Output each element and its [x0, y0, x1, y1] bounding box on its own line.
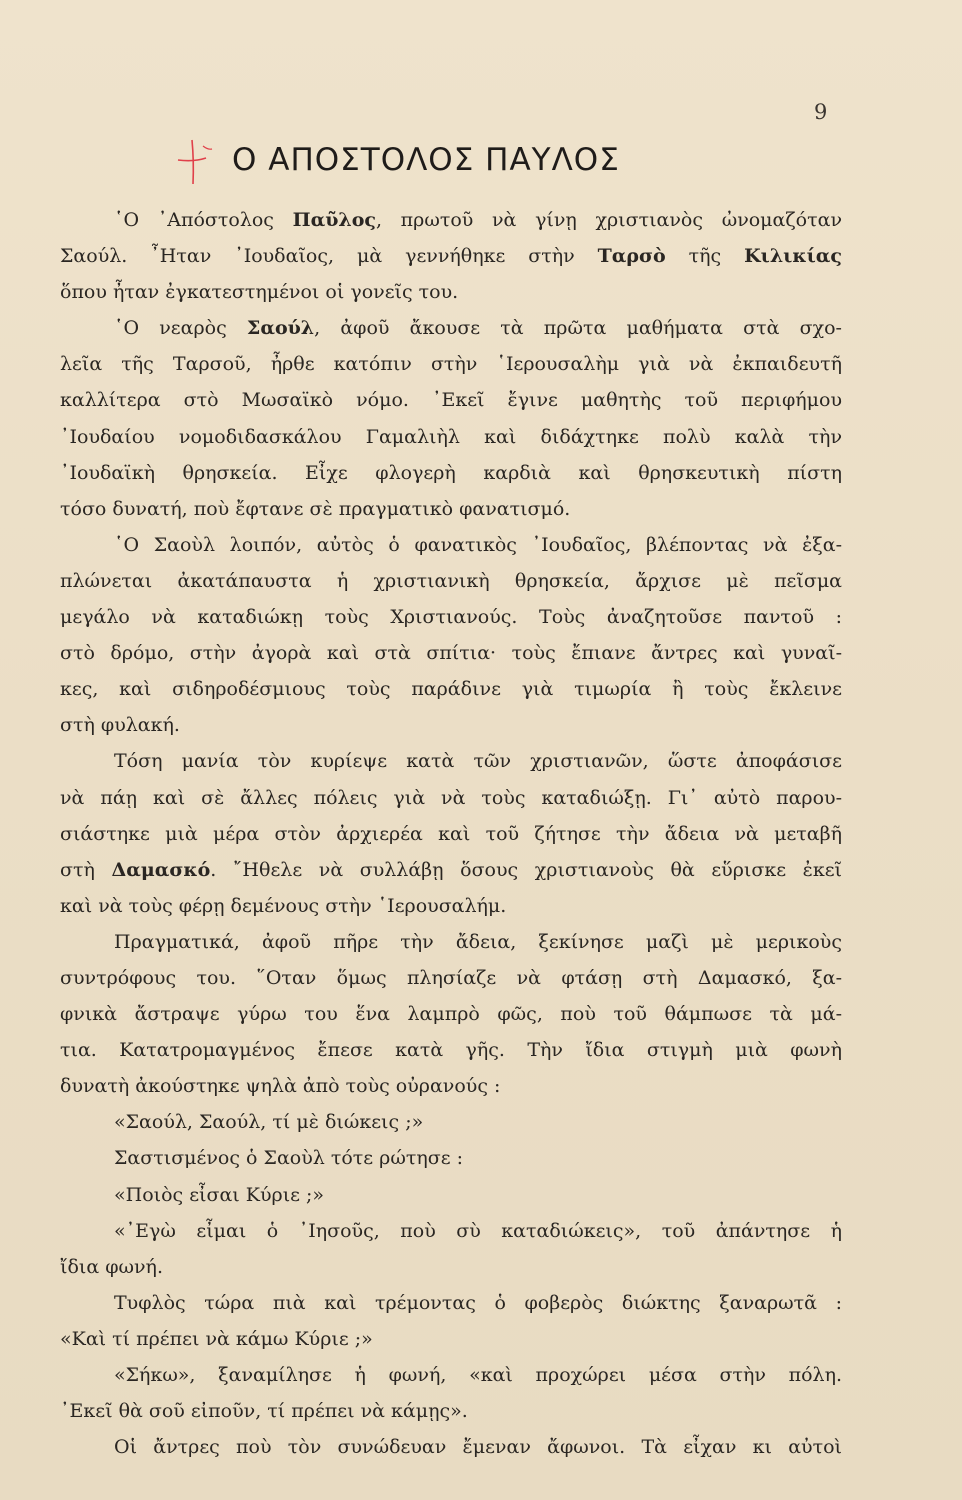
text-run: ᾿Ιουδαίου νομοδιδασκάλου Γαμαλιὴλ καὶ διδάχτηκε πολὺ καλὰ τὴν	[60, 425, 842, 448]
text-line	[60, 1249, 842, 1285]
text-run: ῾Ο ᾿Απόστολος	[114, 209, 293, 231]
text-run: κες, καὶ σιδηροδέσμιους τοὺς παράδινε γιὰ τιμωρία ἢ τοὺς ἔκλεινε	[60, 678, 842, 701]
text-line	[60, 671, 842, 707]
text-line	[60, 1213, 842, 1249]
text-run: Σαστισμένος ὁ Σαοὺλ τότε ρώτησε :	[114, 1147, 463, 1170]
text-run: ὅπου ἦταν ἐγκατεστημένοι οἱ γονεῖς του.	[60, 281, 459, 304]
text-line	[60, 743, 842, 779]
text-line	[60, 960, 842, 996]
text-line	[60, 1177, 842, 1213]
text-line	[60, 996, 842, 1032]
text-run: σιάστηκε μιὰ μέρα στὸν ἀρχιερέα καὶ τοῦ ζήτησε τὴν ἄδεια νὰ μεταβῆ	[60, 822, 842, 845]
text-line	[60, 1032, 842, 1068]
text-line	[60, 888, 842, 924]
text-line	[60, 1285, 842, 1321]
text-line	[60, 419, 842, 455]
text-run: τῆς	[665, 245, 745, 268]
text-line	[60, 491, 842, 527]
text-run: Οἱ ἄντρες ποὺ τὸν συνώδευαν ἔμεναν ἄφωνοι. Τὰ εἶχαν κι αὐτοὶ	[114, 1436, 842, 1459]
text-run: ἴδια φωνή.	[60, 1255, 163, 1278]
text-run: νὰ πάῃ καὶ σὲ ἄλλες πόλεις γιὰ νὰ τοὺς καταδιώξῃ. Γι᾿ αὐτὸ παρου-	[60, 786, 842, 809]
text-run: στὸ δρόμο, στὴν ἀγορὰ καὶ στὰ σπίτια· τοὺς ἔπιανε ἄντρες καὶ γυναῖ-	[60, 642, 842, 665]
page-number: 9	[814, 100, 828, 124]
text-line	[60, 202, 842, 238]
text-run: ᾿Ιουδαϊκὴ θρησκεία. Εἶχε φλογερὴ καρδιὰ καὶ θρησκευτικὴ πίστη	[60, 461, 842, 484]
text-run: «Σαούλ, Σαούλ, τί μὲ διώκεις ;»	[114, 1111, 424, 1134]
text-run: , πρωτοῦ νὰ γίνῃ χριστιανὸς ὠνομαζόταν	[375, 209, 842, 231]
text-run: ῾Ο Σαοὺλ λοιπόν, αὐτὸς ὁ φανατικὸς ᾿Ιουδαῖος, βλέποντας νὰ ἐξα-	[114, 533, 842, 556]
text-line	[60, 1357, 842, 1393]
text-run: Σαούλ. ῏Ηταν ᾿Ιουδαῖος, μὰ γεννήθηκε στὴν	[60, 245, 598, 268]
text-line	[60, 274, 842, 310]
emphasized-name: Παῦλος	[292, 209, 376, 231]
text-run: «Σήκω», ξαναμίλησε ἡ φωνή, «καὶ προχώρει μέσα στὴν πόλη.	[114, 1364, 842, 1386]
emphasized-name: Δαμασκό	[111, 858, 211, 881]
text-line	[60, 1068, 842, 1104]
text-line	[60, 527, 842, 563]
emphasized-name: Κιλικίας	[744, 245, 842, 268]
text-run: τια. Κατατρομαγμένος ἔπεσε κατὰ γῆς. Τὴν ἴδια στιγμὴ μιὰ φωνὴ	[60, 1039, 842, 1062]
text-line	[60, 238, 842, 274]
text-line	[60, 346, 842, 382]
chapter-title: Ο ΑΠΟΣΤΟΛΟΣ ΠΑΥΛΟΣ	[232, 142, 620, 178]
text-run: δυνατὴ ἀκούστηκε ψηλὰ ἀπὸ τοὺς οὐρανούς :	[60, 1075, 501, 1098]
text-run: λεῖα τῆς Ταρσοῦ, ἦρθε κατόπιν στὴν ῾Ιερουσαλὴμ γιὰ νὰ ἐκπαιδευτῆ	[60, 353, 842, 376]
text-line	[60, 310, 842, 346]
text-line	[60, 563, 842, 599]
text-run: Τυφλὸς τώρα πιὰ καὶ τρέμοντας ὁ φοβερὸς διώκτης ξαναρωτᾶ :	[114, 1291, 842, 1314]
text-run: καλλίτερα στὸ Μωσαϊκὸ νόμο. ᾿Εκεῖ ἔγινε μαθητὴς τοῦ περιφήμου	[60, 389, 842, 412]
text-run: τόσο δυνατή, ποὺ ἔφτανε σὲ πραγματικὸ φανατισμό.	[60, 497, 571, 520]
text-run: καὶ νὰ τοὺς φέρῃ δεμένους στὴν ῾Ιερουσαλήμ.	[60, 894, 507, 917]
text-run: ᾿Εκεῖ θὰ σοῦ εἰποῦν, τί πρέπει νὰ κάμῃς».	[60, 1400, 468, 1423]
text-line	[60, 924, 842, 960]
text-run: συντρόφους του. ῞Οταν ὅμως πλησίαζε νὰ φτάσῃ στὴ Δαμασκό, ξα-	[60, 966, 842, 989]
text-run: φνικὰ ἄστραψε γύρω του ἕνα λαμπρὸ φῶς, ποὺ τοῦ θάμπωσε τὰ μά-	[60, 1003, 842, 1026]
text-line	[60, 816, 842, 852]
text-run: στὴ	[60, 858, 112, 881]
text-line	[60, 1321, 842, 1357]
text-line	[60, 1140, 842, 1176]
text-line	[60, 455, 842, 491]
text-line	[60, 1429, 842, 1465]
text-run: ῾Ο νεαρὸς	[114, 317, 247, 340]
body-text	[60, 202, 842, 1465]
text-line	[60, 852, 842, 888]
text-line	[60, 780, 842, 816]
text-run: «᾿Εγὼ εἶμαι ὁ ᾿Ιησοῦς, ποὺ σὺ καταδιώκεις», τοῦ ἀπάντησε ἡ	[114, 1219, 842, 1242]
text-run: μεγάλο νὰ καταδιώκῃ τοὺς Χριστιανούς. Τοὺς ἀναζητοῦσε παντοῦ :	[60, 606, 842, 629]
text-run: Τόση μανία τὸν κυρίεψε κατὰ τῶν χριστιανῶν, ὥστε ἀποφάσισε	[114, 750, 842, 773]
text-line	[60, 382, 842, 418]
text-line	[60, 707, 842, 743]
emphasized-name: Σαούλ	[246, 317, 315, 340]
text-run: στὴ φυλακή.	[60, 714, 180, 737]
emphasized-name: Ταρσὸ	[597, 245, 666, 268]
text-run: Πραγματικά, ἀφοῦ πῆρε τὴν ἄδεια, ξεκίνησε μαζὶ μὲ μερικοὺς	[114, 930, 842, 953]
red-pencil-mark-icon	[176, 136, 216, 186]
text-line	[60, 635, 842, 671]
text-run: «Ποιὸς εἶσαι Κύριε ;»	[114, 1183, 325, 1206]
text-line	[60, 599, 842, 635]
text-run: . ῎Ηθελε νὰ συλλάβῃ ὅσους χριστιανοὺς θὰ εὕρισκε ἐκεῖ	[210, 858, 842, 881]
text-run: , ἀφοῦ ἄκουσε τὰ πρῶτα μαθήματα στὰ σχο-	[314, 317, 842, 340]
text-line	[60, 1393, 842, 1429]
text-run: πλώνεται ἀκατάπαυστα ἡ χριστιανικὴ θρησκεία, ἄρχισε μὲ πεῖσμα	[60, 569, 842, 592]
text-run: «Καὶ τί πρέπει νὰ κάμω Κύριε ;»	[60, 1327, 373, 1350]
text-line	[60, 1104, 842, 1140]
